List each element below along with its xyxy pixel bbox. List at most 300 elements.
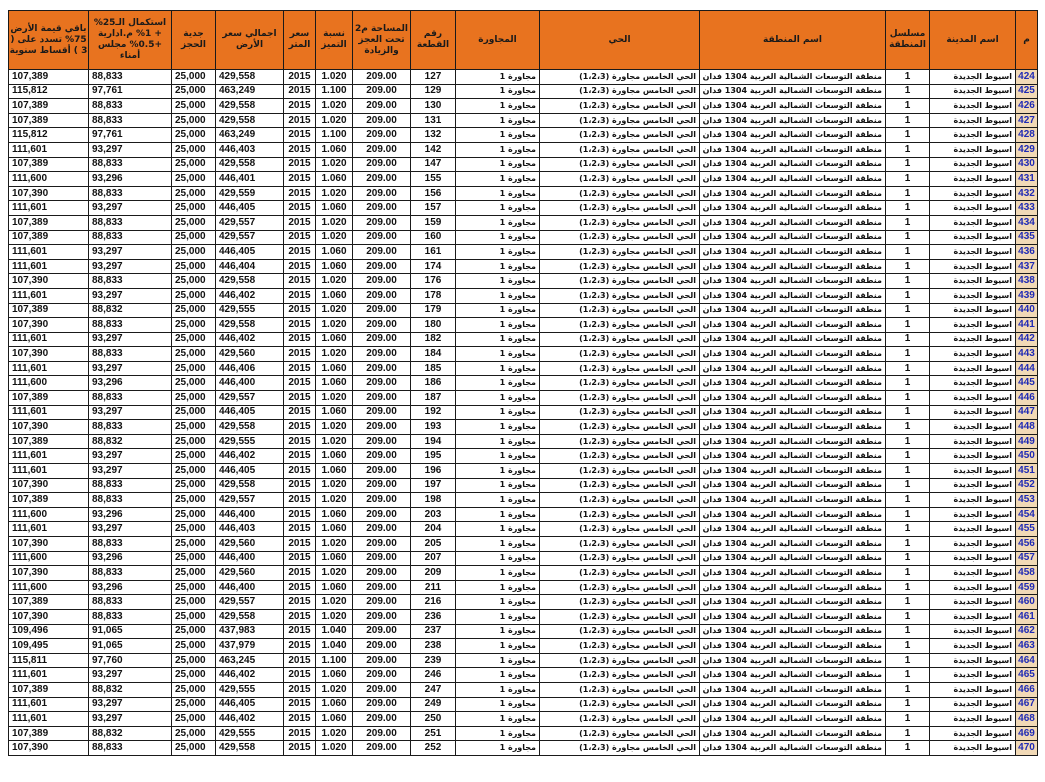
cell-district: الحي الخامس مجاورة (1،2،3) [540,434,700,449]
cell-deposit: 25,000 [172,493,216,508]
cell-meter-price: 2015 [284,186,316,201]
cell-remaining: 111,601 [9,201,89,216]
cell-deposit: 25,000 [172,609,216,624]
cell-total-price: 429,558 [216,70,284,85]
cell-zone-name: منطقة التوسعات الشمالية الغربية 1304 فدان [700,697,886,712]
cell-total-price: 446,403 [216,522,284,537]
cell-premium-ratio: 1.020 [316,726,353,741]
cell-total-price: 446,402 [216,288,284,303]
cell-neighborhood: مجاورة 1 [456,201,540,216]
cell-area: 209.00 [353,449,411,464]
cell-zone-serial: 1 [886,464,930,479]
cell-district: الحي الخامس مجاورة (1،2،3) [540,230,700,245]
table-row [9,172,1038,187]
cell-deposit: 25,000 [172,113,216,128]
cell-plot-number: 130 [411,99,456,114]
table-row [9,522,1038,537]
cell-zone-serial: 1 [886,551,930,566]
table-row [9,274,1038,289]
cell-remaining: 107,389 [9,303,89,318]
cell-meter-price: 2015 [284,639,316,654]
cell-premium-ratio: 1.060 [316,507,353,522]
cell-district: الحي الخامس مجاورة (1،2،3) [540,449,700,464]
cell-zone-serial: 1 [886,478,930,493]
row-index: 454 [1016,507,1038,522]
cell-remaining: 107,390 [9,274,89,289]
cell-neighborhood: مجاورة 1 [456,142,540,157]
row-index: 465 [1016,668,1038,683]
cell-total-price: 463,245 [216,653,284,668]
row-index: 437 [1016,259,1038,274]
cell-premium-ratio: 1.100 [316,128,353,143]
cell-total-price: 429,560 [216,537,284,552]
row-index: 463 [1016,639,1038,654]
cell-zone-serial: 1 [886,668,930,683]
cell-total-price: 446,402 [216,668,284,683]
cell-total-price: 429,557 [216,595,284,610]
cell-neighborhood: مجاورة 1 [456,259,540,274]
cell-remaining: 111,601 [9,288,89,303]
cell-district: الحي الخامس مجاورة (1،2،3) [540,318,700,333]
cell-area: 209.00 [353,361,411,376]
cell-district: الحي الخامس مجاورة (1،2،3) [540,639,700,654]
cell-city: اسيوط الجديدة [930,420,1016,435]
row-index: 438 [1016,274,1038,289]
row-index: 448 [1016,420,1038,435]
cell-total-price: 429,558 [216,157,284,172]
cell-zone-name: منطقة التوسعات الشمالية الغربية 1304 فدان [700,215,886,230]
cell-remaining: 111,601 [9,332,89,347]
cell-district: الحي الخامس مجاورة (1،2،3) [540,274,700,289]
cell-plot-number: 160 [411,230,456,245]
cell-deposit: 25,000 [172,361,216,376]
cell-deposit: 25,000 [172,449,216,464]
cell-premium-ratio: 1.060 [316,580,353,595]
cell-district: الحي الخامس مجاورة (1،2،3) [540,493,700,508]
cell-plot-number: 176 [411,274,456,289]
cell-meter-price: 2015 [284,493,316,508]
cell-zone-serial: 1 [886,609,930,624]
cell-meter-price: 2015 [284,347,316,362]
cell-meter-price: 2015 [284,697,316,712]
cell-remaining: 111,601 [9,712,89,727]
cell-district: الحي الخامس مجاورة (1،2،3) [540,580,700,595]
col-header-neighborhood: المجاورة [456,11,540,70]
cell-neighborhood: مجاورة 1 [456,522,540,537]
cell-remaining: 107,389 [9,434,89,449]
cell-premium-ratio: 1.060 [316,259,353,274]
cell-remaining: 111,601 [9,668,89,683]
cell-total-price: 429,557 [216,215,284,230]
cell-area: 209.00 [353,464,411,479]
cell-city: اسيوط الجديدة [930,653,1016,668]
cell-meter-price: 2015 [284,99,316,114]
cell-meter-price: 2015 [284,376,316,391]
cell-total-price: 446,405 [216,405,284,420]
cell-neighborhood: مجاورة 1 [456,245,540,260]
row-index: 435 [1016,230,1038,245]
cell-area: 209.00 [353,230,411,245]
cell-premium-ratio: 1.060 [316,332,353,347]
cell-deposit: 25,000 [172,157,216,172]
cell-completion: 97,760 [89,653,172,668]
row-index: 467 [1016,697,1038,712]
row-index: 446 [1016,391,1038,406]
cell-total-price: 446,405 [216,697,284,712]
cell-city: اسيوط الجديدة [930,142,1016,157]
col-header-city: اسم المدينة [930,11,1016,70]
cell-city: اسيوط الجديدة [930,566,1016,581]
cell-plot-number: 196 [411,464,456,479]
cell-zone-name: منطقة التوسعات الشمالية الغربية 1304 فدان [700,84,886,99]
cell-neighborhood: مجاورة 1 [456,420,540,435]
cell-zone-serial: 1 [886,624,930,639]
cell-area: 209.00 [353,741,411,756]
cell-district: الحي الخامس مجاورة (1،2،3) [540,99,700,114]
cell-remaining: 107,389 [9,215,89,230]
cell-meter-price: 2015 [284,537,316,552]
cell-area: 209.00 [353,420,411,435]
row-index: 443 [1016,347,1038,362]
cell-completion: 93,297 [89,201,172,216]
row-index: 428 [1016,128,1038,143]
cell-deposit: 25,000 [172,405,216,420]
cell-neighborhood: مجاورة 1 [456,551,540,566]
cell-plot-number: 132 [411,128,456,143]
cell-district: الحي الخامس مجاورة (1،2،3) [540,215,700,230]
cell-completion: 93,297 [89,464,172,479]
cell-district: الحي الخامس مجاورة (1،2،3) [540,376,700,391]
row-index: 440 [1016,303,1038,318]
cell-total-price: 446,405 [216,245,284,260]
cell-district: الحي الخامس مجاورة (1،2،3) [540,186,700,201]
cell-plot-number: 184 [411,347,456,362]
cell-completion: 88,833 [89,537,172,552]
cell-neighborhood: مجاورة 1 [456,332,540,347]
cell-total-price: 446,401 [216,172,284,187]
cell-completion: 97,761 [89,128,172,143]
cell-total-price: 446,406 [216,361,284,376]
cell-total-price: 429,555 [216,726,284,741]
cell-meter-price: 2015 [284,113,316,128]
cell-zone-serial: 1 [886,682,930,697]
cell-district: الحي الخامس مجاورة (1،2،3) [540,70,700,85]
cell-remaining: 111,600 [9,376,89,391]
cell-premium-ratio: 1.060 [316,288,353,303]
cell-deposit: 25,000 [172,303,216,318]
cell-district: الحي الخامس مجاورة (1،2،3) [540,697,700,712]
cell-zone-serial: 1 [886,391,930,406]
cell-plot-number: 186 [411,376,456,391]
cell-district: الحي الخامس مجاورة (1،2،3) [540,682,700,697]
row-index: 449 [1016,434,1038,449]
cell-total-price: 429,560 [216,566,284,581]
table-row [9,478,1038,493]
cell-neighborhood: مجاورة 1 [456,609,540,624]
table-row [9,653,1038,668]
cell-zone-name: منطقة التوسعات الشمالية الغربية 1304 فدان [700,551,886,566]
cell-total-price: 446,403 [216,142,284,157]
row-index: 451 [1016,464,1038,479]
cell-area: 209.00 [353,172,411,187]
table-row [9,318,1038,333]
cell-completion: 93,297 [89,712,172,727]
cell-zone-serial: 1 [886,653,930,668]
cell-area: 209.00 [353,201,411,216]
cell-zone-name: منطقة التوسعات الشمالية الغربية 1304 فدان [700,580,886,595]
cell-completion: 93,297 [89,522,172,537]
cell-zone-serial: 1 [886,726,930,741]
cell-premium-ratio: 1.060 [316,697,353,712]
cell-deposit: 25,000 [172,566,216,581]
cell-remaining: 107,390 [9,609,89,624]
cell-zone-serial: 1 [886,449,930,464]
cell-plot-number: 159 [411,215,456,230]
cell-completion: 91,065 [89,624,172,639]
cell-zone-serial: 1 [886,70,930,85]
cell-deposit: 25,000 [172,595,216,610]
cell-remaining: 115,812 [9,128,89,143]
cell-total-price: 437,979 [216,639,284,654]
cell-area: 209.00 [353,391,411,406]
cell-meter-price: 2015 [284,609,316,624]
cell-zone-serial: 1 [886,639,930,654]
cell-neighborhood: مجاورة 1 [456,172,540,187]
cell-total-price: 429,557 [216,493,284,508]
row-index: 427 [1016,113,1038,128]
cell-plot-number: 216 [411,595,456,610]
cell-zone-name: منطقة التوسعات الشمالية الغربية 1304 فدان [700,288,886,303]
cell-meter-price: 2015 [284,712,316,727]
cell-plot-number: 238 [411,639,456,654]
cell-zone-name: منطقة التوسعات الشمالية الغربية 1304 فدان [700,157,886,172]
cell-plot-number: 127 [411,70,456,85]
cell-area: 209.00 [353,566,411,581]
cell-remaining: 107,389 [9,595,89,610]
cell-remaining: 107,390 [9,478,89,493]
table-row [9,420,1038,435]
cell-completion: 88,833 [89,157,172,172]
cell-total-price: 446,402 [216,449,284,464]
cell-area: 209.00 [353,113,411,128]
table-row [9,186,1038,201]
cell-zone-name: منطقة التوسعات الشمالية الغربية 1304 فدان [700,726,886,741]
cell-meter-price: 2015 [284,420,316,435]
cell-city: اسيوط الجديدة [930,434,1016,449]
cell-zone-name: منطقة التوسعات الشمالية الغربية 1304 فدان [700,391,886,406]
table-row [9,70,1038,85]
cell-zone-serial: 1 [886,186,930,201]
cell-district: الحي الخامس مجاورة (1،2،3) [540,551,700,566]
cell-deposit: 25,000 [172,201,216,216]
cell-neighborhood: مجاورة 1 [456,639,540,654]
cell-premium-ratio: 1.020 [316,493,353,508]
cell-zone-serial: 1 [886,230,930,245]
cell-premium-ratio: 1.060 [316,405,353,420]
cell-completion: 88,833 [89,478,172,493]
cell-zone-serial: 1 [886,113,930,128]
cell-area: 209.00 [353,259,411,274]
cell-zone-name: منطقة التوسعات الشمالية الغربية 1304 فدان [700,99,886,114]
cell-remaining: 111,601 [9,522,89,537]
cell-completion: 93,297 [89,361,172,376]
cell-remaining: 107,389 [9,682,89,697]
cell-plot-number: 251 [411,726,456,741]
table-row [9,449,1038,464]
cell-completion: 93,296 [89,172,172,187]
cell-remaining: 111,601 [9,142,89,157]
table-body [9,70,1038,756]
cell-completion: 88,833 [89,347,172,362]
table-row [9,201,1038,216]
cell-plot-number: 249 [411,697,456,712]
cell-district: الحي الخامس مجاورة (1،2،3) [540,507,700,522]
cell-city: اسيوط الجديدة [930,274,1016,289]
cell-area: 209.00 [353,157,411,172]
cell-neighborhood: مجاورة 1 [456,84,540,99]
cell-plot-number: 187 [411,391,456,406]
table-row [9,157,1038,172]
cell-zone-name: منطقة التوسعات الشمالية الغربية 1304 فدان [700,405,886,420]
cell-meter-price: 2015 [284,172,316,187]
cell-premium-ratio: 1.060 [316,522,353,537]
cell-premium-ratio: 1.020 [316,99,353,114]
row-index: 452 [1016,478,1038,493]
cell-remaining: 107,390 [9,566,89,581]
cell-zone-serial: 1 [886,595,930,610]
cell-zone-serial: 1 [886,172,930,187]
col-header-total-price: اجمالي سعر الأرض [216,11,284,70]
cell-meter-price: 2015 [284,128,316,143]
cell-remaining: 111,601 [9,361,89,376]
cell-meter-price: 2015 [284,434,316,449]
cell-district: الحي الخامس مجاورة (1،2،3) [540,361,700,376]
cell-total-price: 446,405 [216,464,284,479]
cell-deposit: 25,000 [172,318,216,333]
cell-plot-number: 131 [411,113,456,128]
cell-area: 209.00 [353,318,411,333]
cell-city: اسيوط الجديدة [930,318,1016,333]
cell-zone-serial: 1 [886,142,930,157]
col-header-area: المساحة م2 تحت العجز والزيادة [353,11,411,70]
cell-city: اسيوط الجديدة [930,245,1016,260]
table-row [9,682,1038,697]
cell-zone-serial: 1 [886,128,930,143]
cell-deposit: 25,000 [172,551,216,566]
cell-meter-price: 2015 [284,595,316,610]
cell-zone-name: منطقة التوسعات الشمالية الغربية 1304 فدان [700,113,886,128]
cell-premium-ratio: 1.020 [316,113,353,128]
cell-completion: 88,832 [89,682,172,697]
cell-completion: 88,833 [89,609,172,624]
cell-plot-number: 157 [411,201,456,216]
cell-area: 209.00 [353,712,411,727]
table-row [9,230,1038,245]
cell-completion: 88,833 [89,391,172,406]
cell-plot-number: 178 [411,288,456,303]
cell-area: 209.00 [353,434,411,449]
cell-neighborhood: مجاورة 1 [456,493,540,508]
cell-premium-ratio: 1.020 [316,347,353,362]
cell-deposit: 25,000 [172,712,216,727]
cell-area: 209.00 [353,478,411,493]
cell-completion: 88,833 [89,230,172,245]
row-index: 447 [1016,405,1038,420]
cell-zone-name: منطقة التوسعات الشمالية الغربية 1304 فدان [700,70,886,85]
cell-meter-price: 2015 [284,157,316,172]
cell-district: الحي الخامس مجاورة (1،2،3) [540,347,700,362]
table-row [9,142,1038,157]
cell-district: الحي الخامس مجاورة (1،2،3) [540,259,700,274]
cell-total-price: 429,558 [216,420,284,435]
cell-zone-name: منطقة التوسعات الشمالية الغربية 1304 فدان [700,609,886,624]
cell-area: 209.00 [353,639,411,654]
cell-district: الحي الخامس مجاورة (1،2،3) [540,420,700,435]
cell-meter-price: 2015 [284,391,316,406]
cell-neighborhood: مجاورة 1 [456,449,540,464]
cell-premium-ratio: 1.020 [316,186,353,201]
cell-neighborhood: مجاورة 1 [456,288,540,303]
cell-total-price: 429,558 [216,478,284,493]
cell-deposit: 25,000 [172,434,216,449]
cell-remaining: 115,812 [9,84,89,99]
cell-zone-serial: 1 [886,493,930,508]
cell-zone-name: منطقة التوسعات الشمالية الغربية 1304 فدان [700,142,886,157]
cell-completion: 93,297 [89,668,172,683]
table-row [9,128,1038,143]
cell-remaining: 111,601 [9,259,89,274]
cell-neighborhood: مجاورة 1 [456,682,540,697]
cell-premium-ratio: 1.100 [316,653,353,668]
cell-district: الحي الخامس مجاورة (1،2،3) [540,522,700,537]
cell-plot-number: 142 [411,142,456,157]
cell-zone-name: منطقة التوسعات الشمالية الغربية 1304 فدان [700,566,886,581]
cell-zone-name: منطقة التوسعات الشمالية الغربية 1304 فدان [700,639,886,654]
cell-deposit: 25,000 [172,186,216,201]
cell-meter-price: 2015 [284,274,316,289]
cell-premium-ratio: 1.020 [316,741,353,756]
cell-plot-number: 247 [411,682,456,697]
cell-remaining: 107,389 [9,70,89,85]
cell-zone-name: منطقة التوسعات الشمالية الغربية 1304 فدان [700,274,886,289]
row-index: 455 [1016,522,1038,537]
cell-remaining: 111,601 [9,464,89,479]
cell-premium-ratio: 1.060 [316,712,353,727]
cell-meter-price: 2015 [284,245,316,260]
cell-area: 209.00 [353,347,411,362]
cell-district: الحي الخامس مجاورة (1،2،3) [540,566,700,581]
cell-completion: 93,297 [89,697,172,712]
cell-meter-price: 2015 [284,478,316,493]
cell-deposit: 25,000 [172,142,216,157]
cell-premium-ratio: 1.060 [316,172,353,187]
cell-zone-name: منطقة التوسعات الشمالية الغربية 1304 فدان [700,507,886,522]
cell-deposit: 25,000 [172,668,216,683]
cell-completion: 88,833 [89,186,172,201]
cell-zone-serial: 1 [886,245,930,260]
cell-remaining: 111,600 [9,580,89,595]
cell-plot-number: 209 [411,566,456,581]
cell-district: الحي الخامس مجاورة (1،2،3) [540,464,700,479]
cell-deposit: 25,000 [172,653,216,668]
table-row [9,84,1038,99]
cell-neighborhood: مجاورة 1 [456,318,540,333]
cell-zone-serial: 1 [886,274,930,289]
cell-city: اسيوط الجديدة [930,726,1016,741]
cell-area: 209.00 [353,376,411,391]
cell-total-price: 429,558 [216,318,284,333]
cell-deposit: 25,000 [172,697,216,712]
